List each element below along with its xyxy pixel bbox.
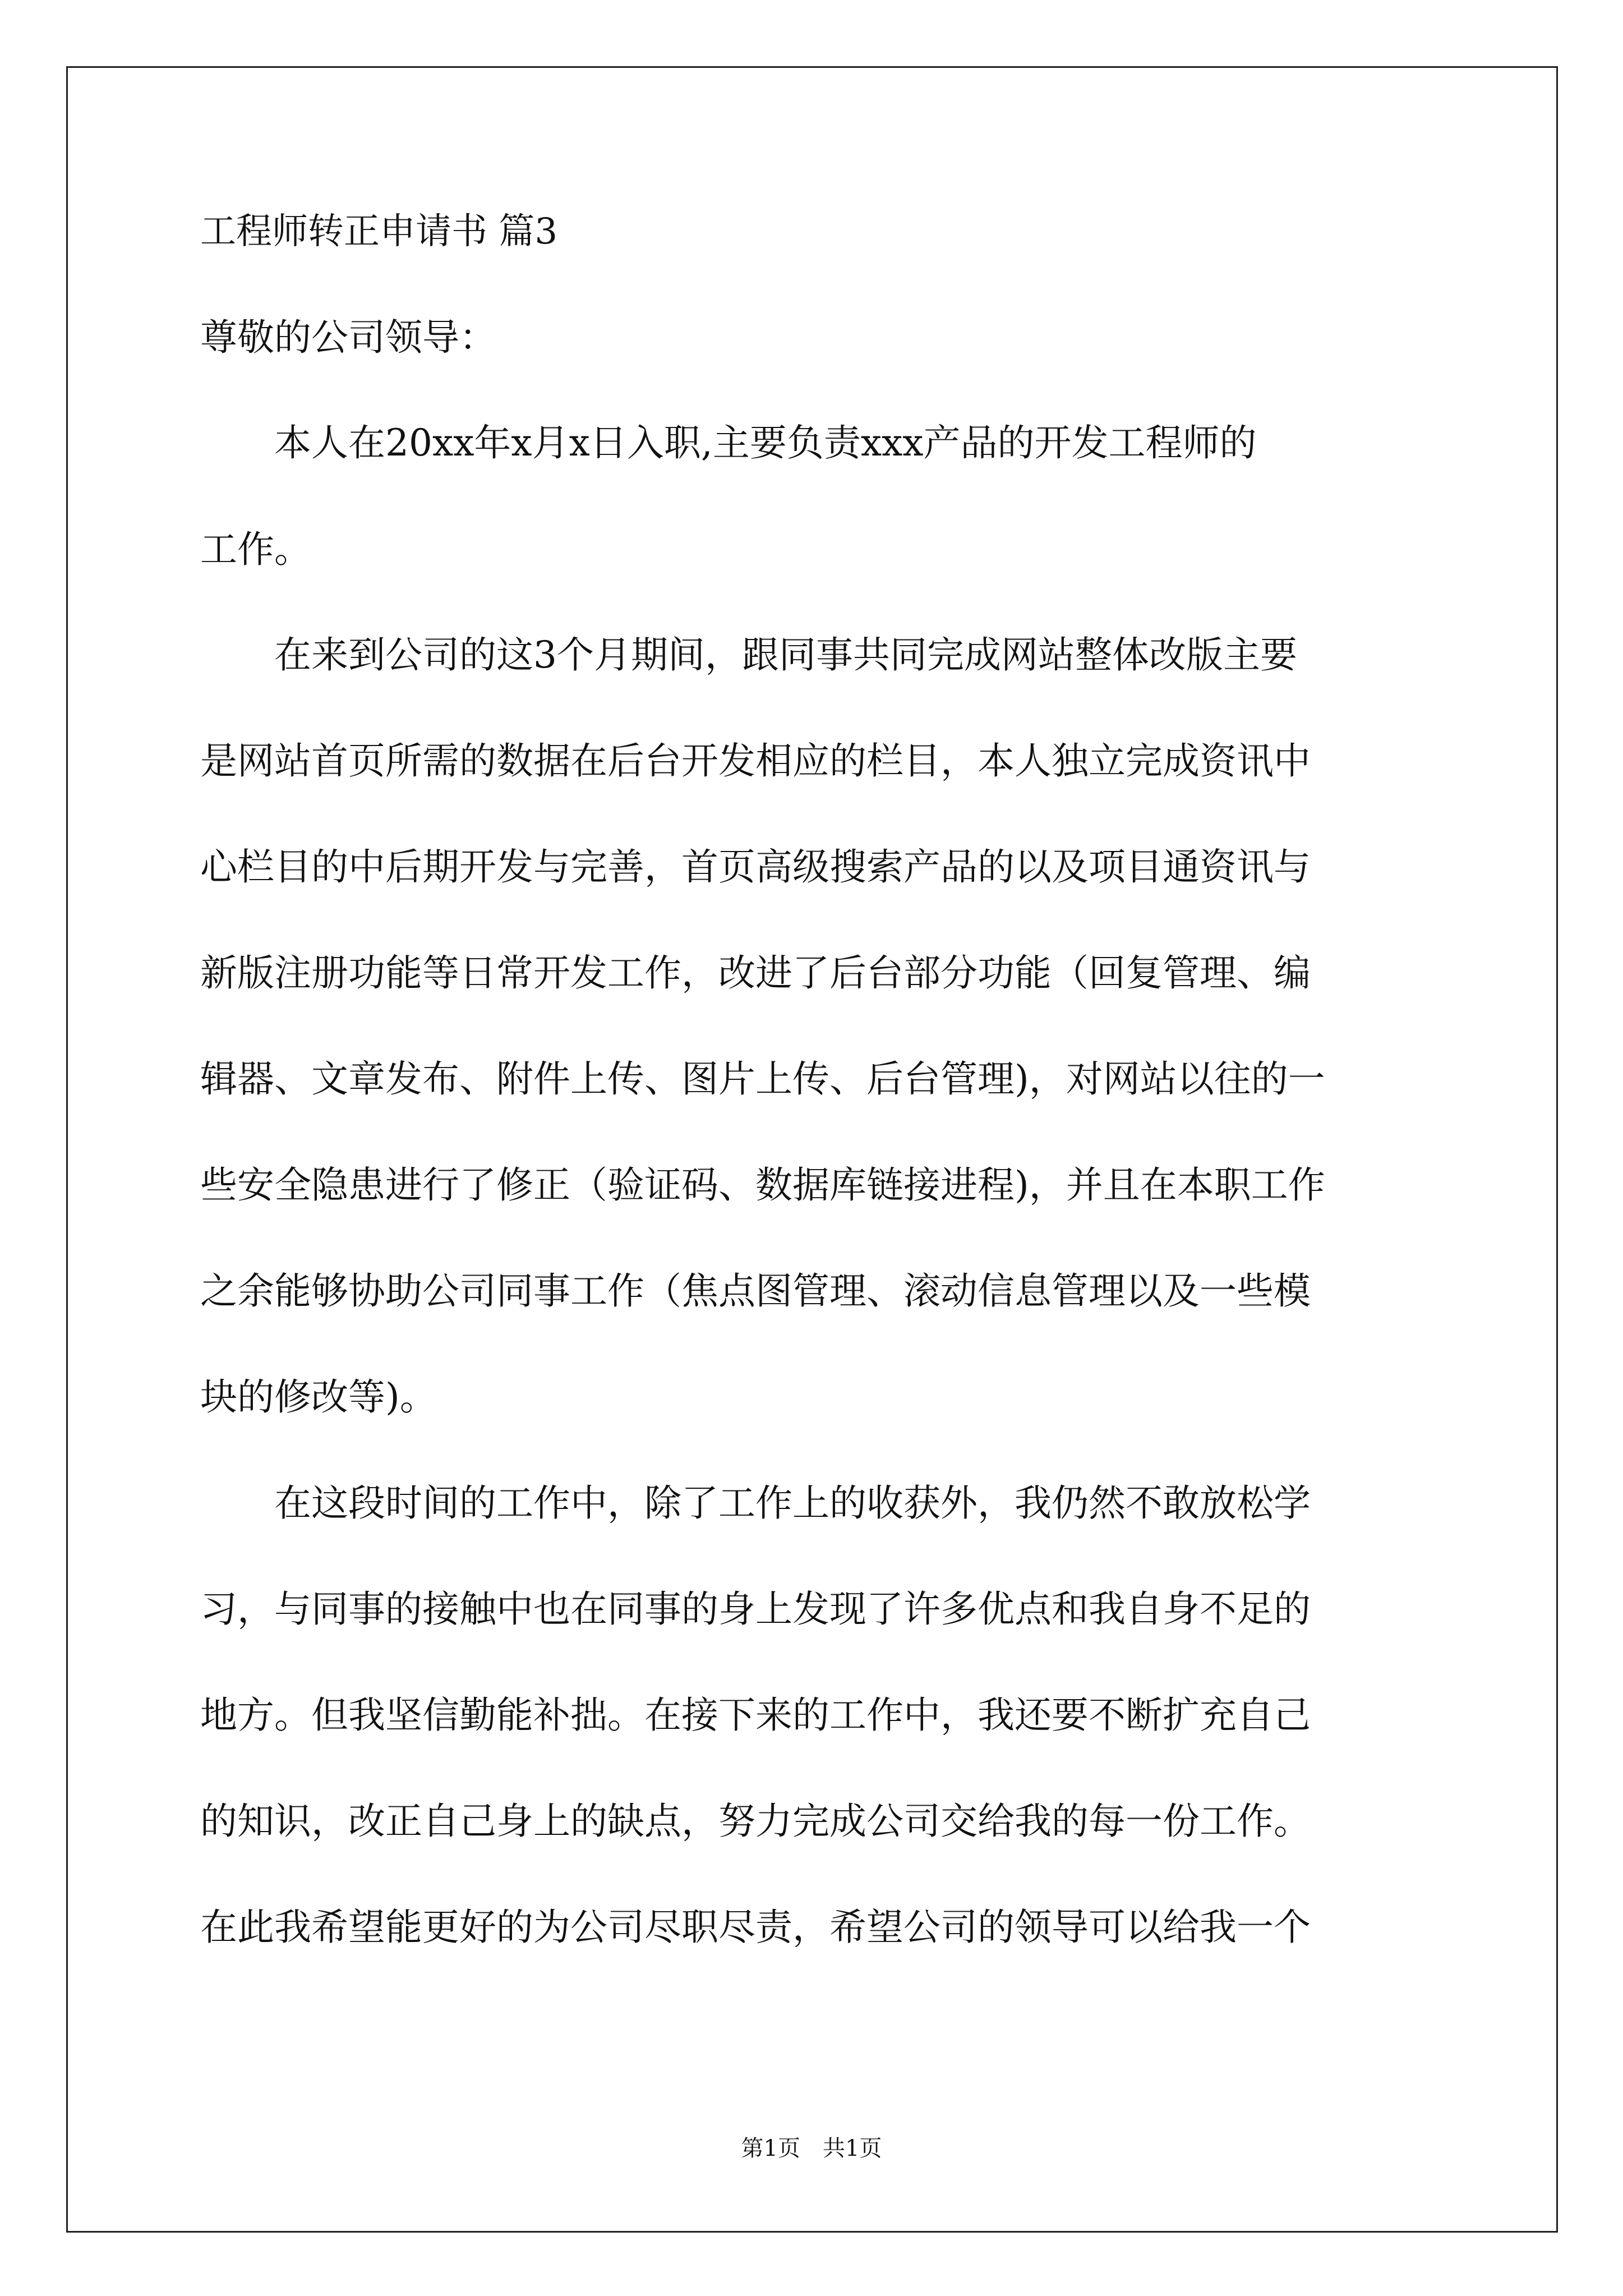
body-line-6: 新版注册功能等日常开发工作，改进了后台部分功能（回复管理、编 (200, 951, 1311, 995)
body-line-5: 心栏目的中后期开发与完善，首页高级搜索产品的以及项目通资讯与 (200, 845, 1311, 889)
body-line-2: 工作。 (200, 528, 311, 571)
body-line-4: 是网站首页所需的数据在后台开发相应的栏目，本人独立完成资讯中 (200, 739, 1311, 783)
body-line-8: 些安全隐患进行了修正（验证码、数据库链接进程)，并且在本职工作 (200, 1163, 1325, 1207)
body-line-1: 本人在20xx年x月x日入职,主要负责xxx产品的开发工程师的 (200, 421, 1257, 464)
salutation: 尊敬的公司领导： (200, 316, 496, 359)
body-line-13: 地方。但我坚信勤能补拙。在接下来的工作中，我还要不断扩充自己 (200, 1694, 1311, 1737)
body-line-11: 在这段时间的工作中，除了工作上的收获外，我仍然不敢放松学 (200, 1481, 1311, 1525)
body-line-9: 之余能够协助公司同事工作（焦点图管理、滚动信息管理以及一些模 (200, 1269, 1311, 1313)
body-line-15: 在此我希望能更好的为公司尽职尽责，希望公司的领导可以给我一个 (200, 1906, 1311, 1949)
body-line-14: 的知识，改正自己身上的缺点，努力完成公司交给我的每一份工作。 (200, 1800, 1311, 1843)
document-title: 工程师转正申请书 篇3 (200, 211, 558, 252)
body-line-3: 在来到公司的这3个月期间，跟同事共同完成网站整体改版主要 (200, 633, 1297, 677)
page-number-footer: 第1页 共1页 (741, 2136, 882, 2161)
body-line-12: 习，与同事的接触中也在同事的身上发现了许多优点和我自身不足的 (200, 1588, 1311, 1631)
body-line-7: 辑器、文章发布、附件上传、图片上传、后台管理)，对网站以往的一 (200, 1057, 1325, 1101)
body-line-10: 块的修改等)。 (200, 1375, 437, 1419)
